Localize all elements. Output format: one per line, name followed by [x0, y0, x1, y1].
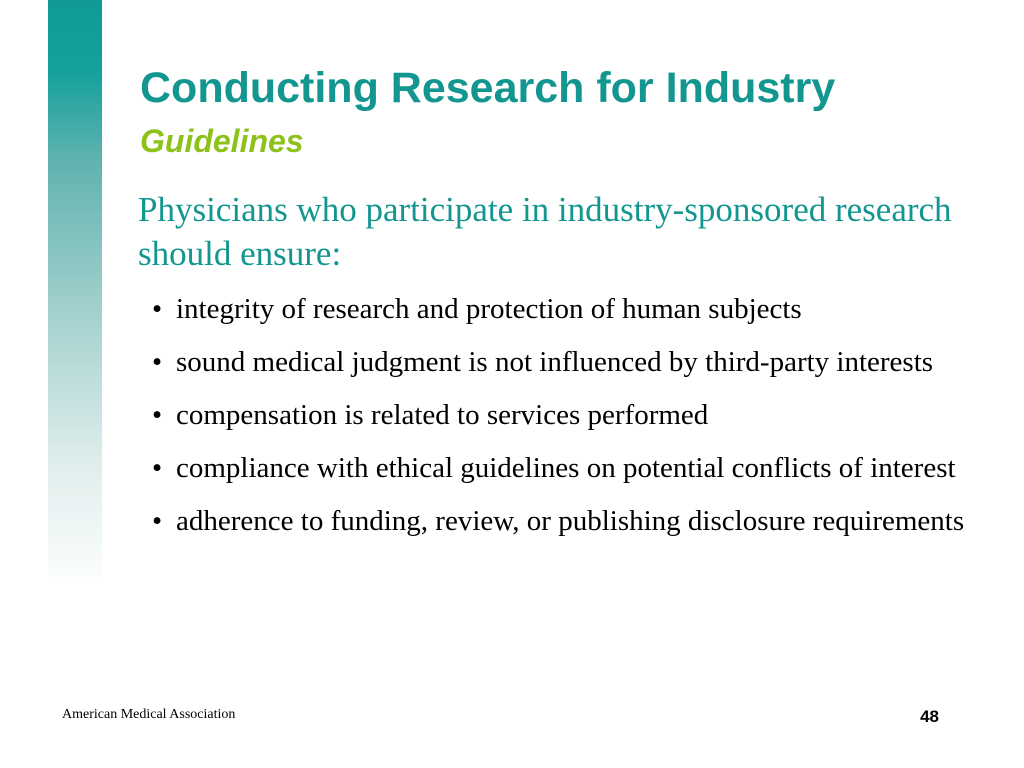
bullet-dot-icon: •: [152, 293, 163, 325]
bullet-dot-icon: •: [152, 452, 163, 484]
bullet-item: [152, 343, 972, 382]
bullet-dot-icon: •: [152, 346, 163, 378]
page-number: 48: [920, 707, 939, 726]
slide-title: Conducting Research for Industry: [140, 64, 836, 112]
bullet-text: compensation is related to services performed: [176, 399, 709, 431]
bullet-list: [152, 290, 972, 555]
footer-organization: American Medical Association: [62, 707, 236, 722]
side-accent-bar: [48, 0, 102, 585]
bullet-item: [152, 290, 972, 329]
bullet-item: [152, 502, 972, 541]
bullet-text: integrity of research and protection of human subjects: [176, 293, 802, 325]
bullet-dot-icon: •: [152, 505, 163, 537]
bullet-text: adherence to funding, review, or publishing disclosure requirements: [176, 505, 965, 537]
bullet-text: compliance with ethical guidelines on potential conflicts of interest: [176, 452, 956, 484]
bullet-item: [152, 449, 972, 488]
slide-subtitle: Guidelines: [140, 123, 304, 159]
bullet-text: sound medical judgment is not influenced by third-party interests: [176, 346, 934, 378]
bullet-item: [152, 396, 972, 435]
bullet-dot-icon: •: [152, 399, 163, 431]
intro-text: Physicians who participate in industry-sponsored research should ensure:: [138, 190, 952, 273]
